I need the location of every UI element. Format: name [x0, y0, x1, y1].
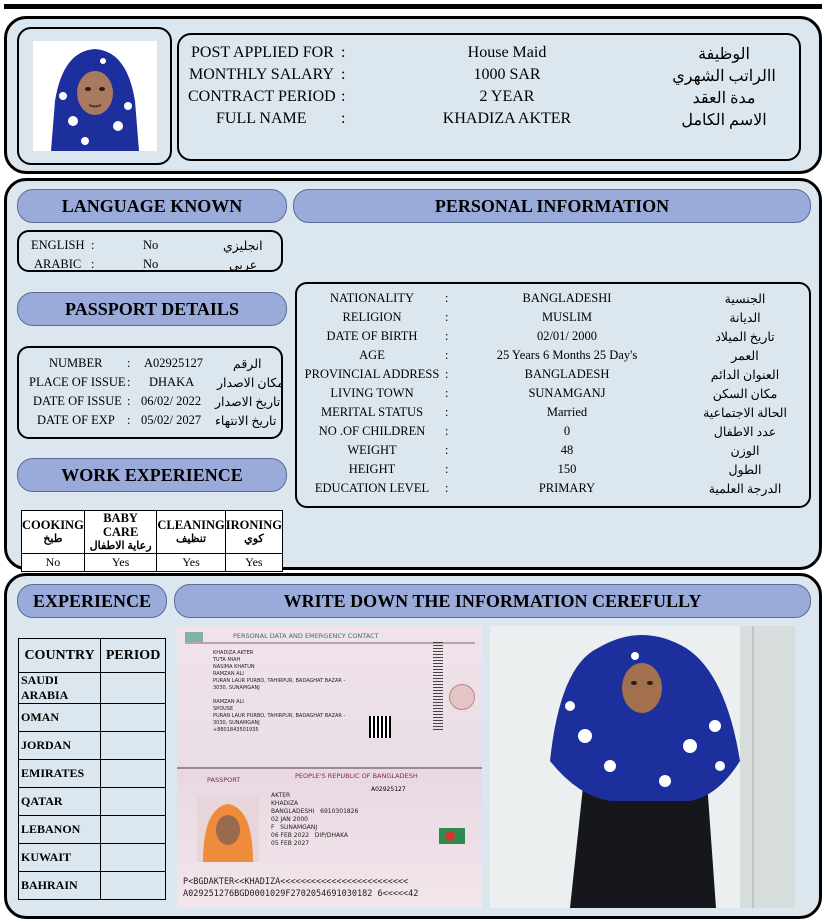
- lang-arabic: عربي: [229, 258, 258, 272]
- personal-row: [297, 405, 809, 421]
- personal-arabic: الوزن: [730, 444, 760, 458]
- personal-label: NATIONALITY: [329, 291, 414, 305]
- period-cell[interactable]: [101, 760, 166, 788]
- experience-row: [19, 788, 166, 816]
- post-arabic: الوظيفة: [698, 46, 750, 63]
- scan-face-photo: [197, 796, 259, 862]
- passport-label: NUMBER: [49, 356, 103, 370]
- passport-colon: :: [127, 375, 131, 389]
- personal-label: HEIGHT: [348, 462, 396, 476]
- lang-colon: :: [91, 238, 95, 252]
- personal-colon: :: [445, 386, 449, 400]
- salary-arabic: االراتب الشهري: [672, 68, 776, 85]
- personal-arabic: تاريخ الميلاد: [715, 330, 775, 344]
- contract-colon: :: [341, 88, 346, 105]
- work-col-cooking: COOKING طبخ: [22, 511, 85, 554]
- country-cell: QATAR: [19, 788, 101, 816]
- passport-box: [17, 346, 283, 439]
- profile-photo: [33, 41, 157, 151]
- personal-label: PROVINCIAL ADDRESS: [304, 367, 440, 381]
- personal-row: [297, 367, 809, 383]
- personal-colon: :: [445, 405, 449, 419]
- period-header: PERIOD: [101, 639, 166, 673]
- experience-row: [19, 844, 166, 872]
- personal-label: AGE: [359, 348, 385, 362]
- personal-value: PRIMARY: [538, 481, 596, 495]
- period-cell[interactable]: [101, 816, 166, 844]
- personal-arabic: الدرجة العلمية: [708, 482, 782, 496]
- salary-row: [179, 66, 799, 86]
- work-value: Yes: [84, 554, 157, 572]
- profile-photo-frame: [17, 27, 172, 165]
- work-header-row: [22, 511, 283, 554]
- lang-colon: :: [91, 257, 95, 271]
- post-info-box: [177, 33, 801, 161]
- personal-colon: :: [445, 462, 449, 476]
- personal-title: PERSONAL INFORMATION: [293, 189, 811, 223]
- personal-value: BANGLADESH: [524, 367, 610, 381]
- personal-arabic: العنوان الدائم: [710, 368, 780, 382]
- personal-label: LIVING TOWN: [330, 386, 414, 400]
- personal-arabic: الديانة: [729, 311, 761, 325]
- passport-row: [19, 375, 284, 391]
- fullname-value: KHADIZA AKTER: [442, 110, 572, 127]
- fullname-label: FULL NAME: [216, 110, 307, 127]
- personal-label: EDUCATION LEVEL: [314, 481, 430, 495]
- work-col-ironing: IRONING كوي: [225, 511, 282, 554]
- experience-row: [19, 704, 166, 732]
- country-cell: LEBANON: [19, 816, 101, 844]
- personal-value: SUNAMGANJ: [528, 386, 606, 400]
- personal-colon: :: [445, 329, 449, 343]
- work-value: No: [22, 554, 85, 572]
- scan-mrz-line-1: P<BGDAKTER<<KHADIZA<<<<<<<<<<<<<<<<<<<<<<<<<: [183, 877, 409, 887]
- lang-label: ENGLISH: [31, 238, 85, 252]
- country-cell: OMAN: [19, 704, 101, 732]
- personal-arabic: الطول: [728, 463, 762, 477]
- passport-title: PASSPORT DETAILS: [17, 292, 287, 326]
- experience-row: [19, 872, 166, 900]
- personal-label: RELIGION: [342, 310, 402, 324]
- post-row: [179, 44, 799, 64]
- contract-row: [179, 88, 799, 108]
- lang-label: ARABIC: [34, 257, 82, 271]
- personal-colon: :: [445, 424, 449, 438]
- details-panel: [4, 178, 822, 570]
- post-value: House Maid: [467, 44, 547, 61]
- personal-colon: :: [445, 443, 449, 457]
- work-value: Yes: [157, 554, 225, 572]
- salary-value: 1000 SAR: [473, 66, 541, 83]
- country-cell: BAHRAIN: [19, 872, 101, 900]
- experience-row: [19, 816, 166, 844]
- country-cell: KUWAIT: [19, 844, 101, 872]
- work-col-babycare: BABY CARE رعاية الاطفال: [84, 511, 157, 554]
- period-cell[interactable]: [101, 704, 166, 732]
- experience-title: EXPERIENCE: [17, 584, 167, 618]
- personal-colon: :: [445, 367, 449, 381]
- lang-arabic: انجليزي: [223, 239, 263, 253]
- personal-row: [297, 424, 809, 440]
- passport-label: DATE OF EXP: [37, 413, 115, 427]
- personal-row: [297, 329, 809, 345]
- personal-value: MUSLIM: [541, 310, 592, 324]
- passport-value: A02925127: [144, 356, 204, 370]
- language-box: [17, 230, 283, 272]
- personal-row: [297, 481, 809, 497]
- passport-row: [19, 356, 281, 372]
- personal-arabic: الحالة الاجتماعية: [703, 406, 787, 420]
- lang-row-arabic: [19, 257, 281, 273]
- personal-colon: :: [445, 310, 449, 324]
- passport-arabic: مكان الاصدار: [217, 376, 284, 390]
- scan-number: A02925127: [371, 786, 406, 793]
- header-panel: [4, 16, 822, 174]
- work-title: WORK EXPERIENCE: [17, 458, 287, 492]
- country-cell: JORDAN: [19, 732, 101, 760]
- personal-value: 0: [563, 424, 571, 438]
- experience-row: [19, 673, 166, 704]
- work-value: Yes: [225, 554, 282, 572]
- personal-label: NO .OF CHILDREN: [318, 424, 426, 438]
- fullname-arabic: الاسم الكامل: [681, 112, 767, 129]
- personal-colon: :: [445, 481, 449, 495]
- scan-label: PASSPORT: [207, 776, 241, 784]
- personal-value: BANGLADESHI: [522, 291, 612, 305]
- passport-row: [19, 413, 281, 429]
- passport-value: 05/02/ 2027: [141, 413, 202, 427]
- period-cell[interactable]: [101, 673, 166, 704]
- experience-header-row: [19, 639, 166, 673]
- post-label: POST APPLIED FOR: [191, 44, 334, 61]
- passport-colon: :: [127, 394, 131, 408]
- personal-arabic: الجنسية: [724, 292, 766, 306]
- contract-arabic: مدة العقد: [692, 90, 756, 107]
- scan-country: PEOPLE'S REPUBLIC OF BANGLADESH: [295, 772, 418, 780]
- experience-row: [19, 732, 166, 760]
- lang-row-english: [19, 238, 281, 254]
- personal-box: [295, 282, 811, 508]
- country-cell: SAUDI ARABIA: [19, 673, 101, 704]
- work-col-cleaning: CLEANING تنظيف: [157, 511, 225, 554]
- experience-table: [18, 638, 166, 900]
- post-colon: :: [341, 44, 346, 61]
- passport-row: [19, 394, 281, 410]
- experience-panel: [4, 573, 822, 919]
- passport-value: 06/02/ 2022: [141, 394, 202, 408]
- passport-colon: :: [127, 413, 131, 427]
- period-cell[interactable]: [101, 844, 166, 872]
- personal-label: WEIGHT: [347, 443, 397, 457]
- full-body-photo: [490, 626, 795, 908]
- salary-label: MONTHLY SALARY: [189, 66, 334, 83]
- passport-value: DHAKA: [149, 375, 195, 389]
- work-value-row: [22, 554, 283, 572]
- country-header: COUNTRY: [19, 639, 101, 673]
- personal-row: [297, 443, 809, 459]
- salary-colon: :: [341, 66, 346, 83]
- period-cell[interactable]: [101, 788, 166, 816]
- passport-label: DATE OF ISSUE: [33, 394, 122, 408]
- personal-row: [297, 310, 809, 326]
- country-cell: EMIRATES: [19, 760, 101, 788]
- period-cell[interactable]: [101, 732, 166, 760]
- experience-row: [19, 760, 166, 788]
- personal-row: [297, 386, 809, 402]
- passport-arabic: الرقم: [233, 357, 262, 371]
- personal-label: MERITAL STATUS: [320, 405, 424, 419]
- banner-title: WRITE DOWN THE INFORMATION CEREFULLY: [174, 584, 811, 618]
- personal-label: DATE OF BIRTH: [326, 329, 418, 343]
- personal-row: [297, 291, 809, 307]
- language-title: LANGUAGE KNOWN: [17, 189, 287, 223]
- personal-row: [297, 348, 809, 364]
- fullname-row: [179, 110, 799, 130]
- lang-value: No: [143, 257, 159, 271]
- scan-heading: PERSONAL DATA AND EMERGENCY CONTACT: [233, 632, 379, 640]
- personal-colon: :: [445, 291, 449, 305]
- personal-arabic: عدد الاطفال: [713, 425, 777, 439]
- scan-mrz-line-2: A029251276BGD0001029F2702054691030182 6<<<<<42: [183, 889, 419, 899]
- personal-value: 48: [560, 443, 574, 457]
- passport-colon: :: [127, 356, 131, 370]
- period-cell[interactable]: [101, 872, 166, 900]
- personal-value: 02/01/ 2000: [536, 329, 598, 343]
- passport-scan: PERSONAL DATA AND EMERGENCY CONTACT KHADIZA AKTER TUTA MIAH NASIMA KHATUN RAMZAN ALI PURAN LAUR PURBO, TAHIRPUR, BADAGHAT BAZAR - 3030, SUNAMGANJ RAMZAN ALI SPOUSE PURAN LAUR PURBO, TAHIRPUR, BADAGHAT BAZAR - 3030, SUNAMGANJ +8801843501935 PEOPLE'S REPUBLIC OF BANGLADESH PASSPORT A02925127 AKTER KHADIZA BANGLADESHI 6910301826 02 JAN 2000 F SUNAMGANJ 06 FEB 2022 DIP/DHAKA 05 FEB 2027 P<BGDAKTER<<KHADIZA<<<<<<<<<<<<<<<<<<<<<<<<< A029251276BGD0001029F2702054691030182 6<<<<<42: [177, 626, 482, 908]
- personal-arabic: مكان السكن: [712, 387, 778, 401]
- contract-value: 2 YEAR: [479, 88, 535, 105]
- passport-arabic: تاريخ الانتهاء: [215, 414, 277, 428]
- lang-value: No: [143, 238, 159, 252]
- work-table: [21, 510, 283, 572]
- contract-label: CONTRACT PERIOD: [188, 88, 336, 105]
- fullname-colon: :: [341, 110, 346, 127]
- top-border: [4, 4, 822, 9]
- personal-arabic: العمر: [731, 349, 759, 363]
- personal-colon: :: [445, 348, 449, 362]
- personal-value: 25 Years 6 Months 25 Day's: [496, 348, 638, 362]
- passport-label: PLACE OF ISSUE: [29, 375, 126, 389]
- personal-row: [297, 462, 809, 478]
- passport-arabic: تاريخ الاصدار: [215, 395, 281, 409]
- personal-value: Married: [546, 405, 588, 419]
- personal-value: 150: [557, 462, 577, 476]
